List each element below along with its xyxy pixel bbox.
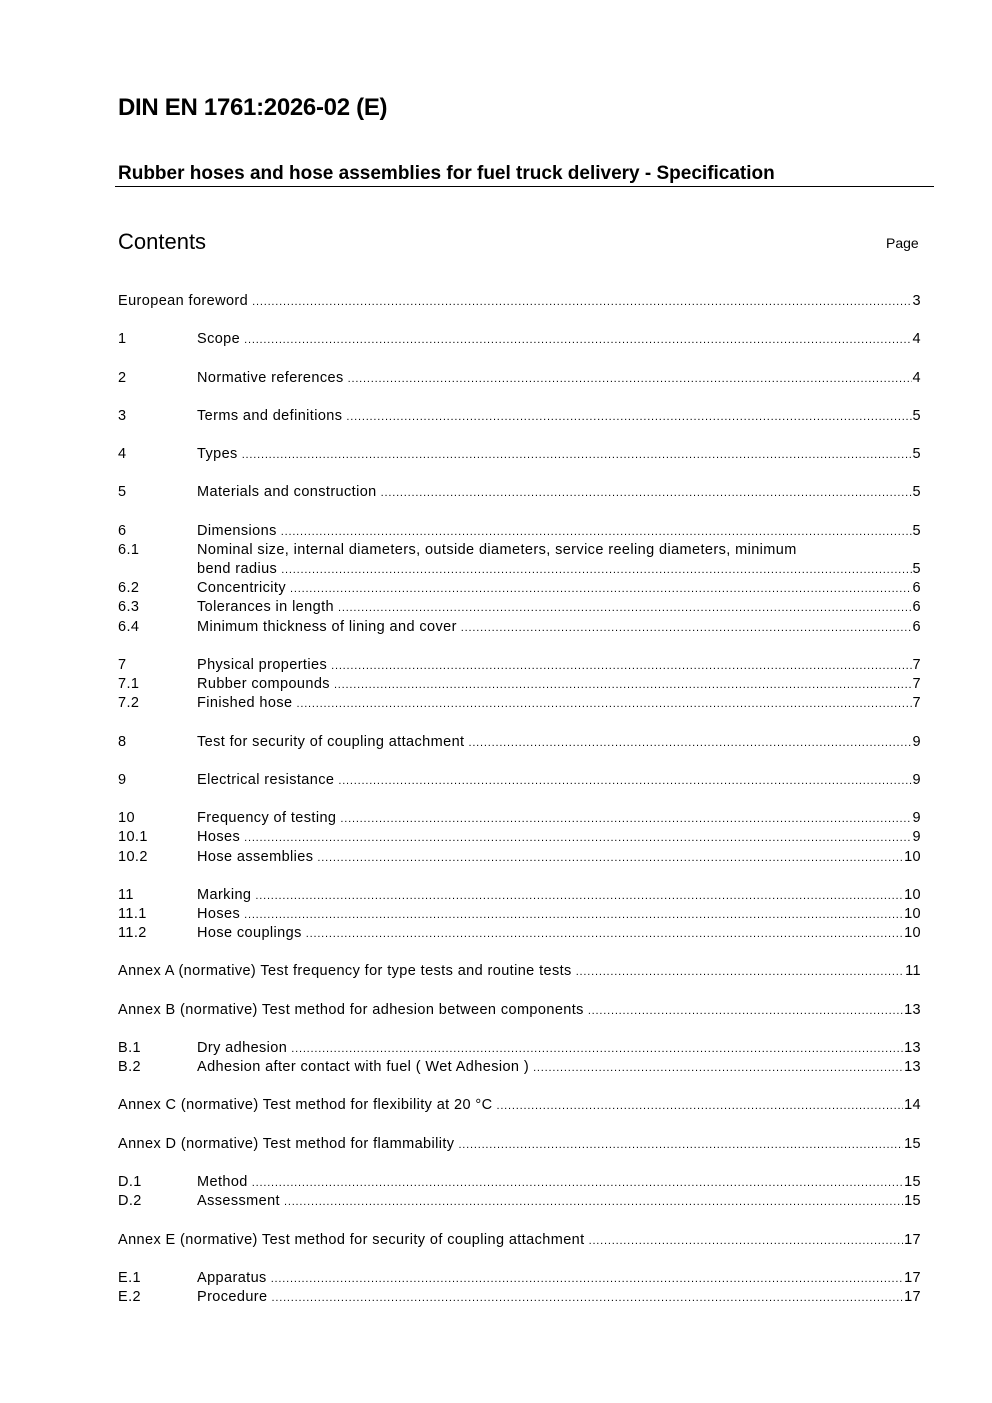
toc-entry-number: 5 — [118, 484, 127, 501]
toc-leader-dots — [334, 676, 912, 695]
toc-leader-dots — [281, 523, 912, 542]
toc-entry-page: 3 — [912, 293, 921, 309]
toc-entry-e-1[interactable] — [118, 1269, 921, 1288]
toc-entry-page: 17 — [904, 1288, 921, 1305]
toc-entry-page: 13 — [904, 1059, 921, 1076]
toc-entry-10-1[interactable] — [118, 828, 921, 847]
toc-entry-foreword[interactable] — [118, 292, 921, 311]
toc-entry-page: 6 — [912, 599, 921, 616]
toc-entry-number: 6.1 — [118, 541, 140, 558]
toc-entry-number: 11 — [118, 886, 134, 903]
toc-leader-dots — [338, 772, 911, 791]
page-column-label: Page — [886, 235, 919, 251]
toc-entry-page: 5 — [912, 522, 921, 539]
toc-entry-number: 11.2 — [118, 925, 147, 942]
toc-entry-text: Dry adhesion — [197, 1040, 288, 1057]
toc-leader-dots — [588, 1002, 903, 1021]
toc-entry-6-3[interactable] — [118, 598, 921, 617]
toc-entry-text: Types — [197, 446, 238, 463]
toc-leader-dots — [281, 561, 911, 579]
toc-entry-5[interactable] — [118, 483, 921, 502]
toc-entry-page: 5 — [912, 484, 921, 501]
toc-leader-dots — [291, 1040, 903, 1059]
toc-entry-page: 5 — [912, 446, 921, 463]
toc-leader-dots — [461, 619, 912, 638]
toc-entry-7-1[interactable] — [118, 675, 921, 694]
toc-leader-dots — [296, 695, 911, 714]
toc-leader-dots — [271, 1270, 903, 1289]
toc-entry-page: 7 — [912, 695, 921, 712]
toc-entry-6[interactable] — [118, 522, 921, 541]
toc-entry-page: 13 — [904, 1040, 921, 1057]
toc-entry-text: Annex A (normative) Test frequency for type tests and routine tests — [118, 963, 572, 980]
toc-entry-number: 10.2 — [118, 848, 148, 865]
toc-entry-number: 9 — [118, 771, 127, 788]
toc-entry-text: Assessment — [197, 1193, 280, 1210]
table-of-contents — [118, 292, 921, 1307]
toc-leader-dots — [244, 829, 911, 848]
toc-leader-dots — [272, 1289, 904, 1308]
toc-entry-b-2[interactable] — [118, 1058, 921, 1077]
toc-entry-text: Hose assemblies — [197, 848, 314, 865]
toc-entry-1[interactable] — [118, 330, 921, 349]
toc-entry-annex-c[interactable] — [118, 1096, 921, 1115]
toc-entry-7[interactable] — [118, 656, 921, 675]
toc-entry-text: Frequency of testing — [197, 810, 337, 827]
toc-entry-text: Method — [197, 1174, 248, 1191]
toc-entry-number: B.1 — [118, 1040, 141, 1057]
toc-leader-dots — [576, 963, 904, 982]
toc-leader-dots — [331, 657, 911, 676]
toc-entry-text-continued: bend radius — [197, 561, 278, 578]
toc-leader-dots — [244, 331, 911, 350]
toc-entry-text: Adhesion after contact with fuel ( Wet Adhesion ) — [197, 1059, 530, 1076]
toc-entry-text: Procedure — [197, 1288, 268, 1305]
toc-entry-8[interactable] — [118, 733, 921, 752]
toc-entry-page: 15 — [904, 1174, 921, 1191]
toc-entry-text: Finished hose — [197, 695, 293, 712]
toc-leader-dots — [252, 1174, 903, 1193]
toc-entry-6-1[interactable] — [118, 541, 921, 579]
toc-entry-6-4[interactable] — [118, 618, 921, 637]
toc-entry-number: D.2 — [118, 1193, 142, 1210]
toc-entry-text: Physical properties — [197, 656, 328, 673]
toc-entry-number: 3 — [118, 407, 127, 424]
toc-entry-number: 7 — [118, 656, 127, 673]
toc-entry-number: 6.3 — [118, 599, 140, 616]
toc-entry-number: D.1 — [118, 1174, 142, 1191]
toc-leader-dots — [252, 293, 911, 312]
toc-entry-text: Nominal size, internal diameters, outside diameters, service reeling diameters, minimum — [197, 541, 797, 558]
toc-entry-page: 9 — [912, 771, 921, 788]
toc-entry-text: Rubber compounds — [197, 676, 330, 693]
toc-entry-page: 9 — [912, 810, 921, 827]
toc-entry-number: 6 — [118, 522, 127, 539]
toc-entry-6-2[interactable] — [118, 579, 921, 598]
toc-entry-number: 2 — [118, 369, 127, 386]
toc-entry-2[interactable] — [118, 369, 921, 388]
toc-entry-text: Test for security of coupling attachment — [197, 733, 465, 750]
toc-entry-page: 15 — [904, 1193, 921, 1210]
toc-entry-text: Dimensions — [197, 522, 277, 539]
toc-leader-dots — [496, 1097, 903, 1116]
contents-heading: Contents — [118, 229, 207, 254]
toc-entry-number: 7.1 — [118, 676, 140, 693]
toc-entry-d-2[interactable] — [118, 1192, 921, 1211]
toc-entry-text: Electrical resistance — [197, 771, 335, 788]
toc-entry-4[interactable] — [118, 445, 921, 464]
toc-leader-dots — [458, 1136, 903, 1155]
toc-leader-dots — [284, 1193, 903, 1212]
toc-entry-text: Normative references — [197, 369, 344, 386]
toc-entry-text: European foreword — [118, 293, 249, 309]
toc-leader-dots — [381, 484, 912, 503]
toc-entry-number: 8 — [118, 733, 127, 750]
toc-entry-page: 9 — [912, 829, 921, 846]
toc-entry-page: 6 — [912, 580, 921, 597]
toc-entry-annex-a[interactable] — [118, 962, 921, 981]
toc-entry-page: 10 — [904, 848, 921, 865]
toc-entry-page: 6 — [912, 618, 921, 635]
toc-entry-page: 7 — [912, 676, 921, 693]
toc-entry-text: Concentricity — [197, 580, 287, 597]
toc-entry-page: 10 — [904, 905, 921, 922]
toc-entry-page: 10 — [904, 925, 921, 942]
toc-entry-7-2[interactable] — [118, 694, 921, 713]
toc-entry-11-1[interactable] — [118, 905, 921, 924]
toc-entry-number: B.2 — [118, 1059, 141, 1076]
title-underline-divider — [115, 186, 934, 187]
toc-entry-11[interactable] — [118, 886, 921, 905]
toc-leader-dots — [255, 887, 903, 906]
toc-entry-d-1[interactable] — [118, 1173, 921, 1192]
toc-entry-10-2[interactable] — [118, 848, 921, 867]
toc-leader-dots — [346, 408, 911, 427]
toc-entry-page: 4 — [912, 331, 921, 348]
toc-entry-number: 1 — [118, 331, 127, 348]
toc-leader-dots — [589, 1232, 903, 1251]
toc-entry-10[interactable] — [118, 809, 921, 828]
toc-entry-page: 5 — [912, 561, 921, 578]
toc-leader-dots — [290, 580, 912, 599]
toc-entry-text: Scope — [197, 331, 241, 348]
toc-entry-page: 17 — [904, 1269, 921, 1286]
toc-entry-annex-b[interactable] — [118, 1001, 921, 1020]
toc-entry-number: 4 — [118, 446, 127, 463]
toc-entry-text: Hoses — [197, 905, 241, 922]
document-title: Rubber hoses and hose assemblies for fuel truck delivery - Specification — [118, 163, 775, 184]
toc-leader-dots — [340, 810, 911, 829]
toc-entry-text: Materials and construction — [197, 484, 377, 501]
toc-entry-page: 17 — [904, 1231, 921, 1248]
toc-entry-text: Tolerances in length — [197, 599, 334, 616]
toc-leader-dots — [306, 925, 903, 944]
toc-entry-page: 9 — [912, 733, 921, 750]
toc-entry-9[interactable] — [118, 771, 921, 790]
toc-entry-number: 6.2 — [118, 580, 140, 597]
toc-entry-text: Annex C (normative) Test method for flexibility at 20 °C — [118, 1097, 493, 1114]
toc-entry-page: 10 — [904, 886, 921, 903]
toc-entry-text: Hose couplings — [197, 925, 302, 942]
toc-leader-dots — [244, 906, 903, 925]
toc-entry-page: 5 — [912, 407, 921, 424]
toc-entry-page: 15 — [904, 1135, 921, 1152]
toc-entry-page: 4 — [912, 369, 921, 386]
toc-entry-3[interactable] — [118, 407, 921, 426]
toc-entry-number: 10 — [118, 810, 135, 827]
toc-entry-text: Apparatus — [197, 1269, 267, 1286]
toc-entry-annex-d[interactable] — [118, 1135, 921, 1154]
toc-entry-page: 13 — [904, 1001, 921, 1018]
toc-entry-text: Annex E (normative) Test method for security of coupling attachment — [118, 1231, 585, 1248]
toc-leader-dots — [533, 1059, 903, 1078]
toc-entry-page: 7 — [912, 656, 921, 673]
toc-leader-dots — [468, 734, 911, 753]
toc-entry-number: E.2 — [118, 1288, 141, 1305]
toc-entry-number: 7.2 — [118, 695, 140, 712]
toc-leader-dots — [317, 849, 903, 868]
toc-entry-text: Terms and definitions — [197, 407, 343, 424]
toc-leader-dots — [242, 446, 912, 465]
toc-entry-b-1[interactable] — [118, 1039, 921, 1058]
toc-entry-11-2[interactable] — [118, 924, 921, 943]
toc-entry-page: 14 — [904, 1097, 921, 1114]
toc-leader-dots — [338, 599, 912, 618]
toc-entry-number: 11.1 — [118, 905, 147, 922]
toc-entry-text: Hoses — [197, 829, 241, 846]
toc-entry-number: 6.4 — [118, 618, 140, 635]
toc-leader-dots — [348, 370, 912, 389]
toc-entry-annex-e[interactable] — [118, 1231, 921, 1250]
document-id: DIN EN 1761:2026-02 (E) — [118, 94, 388, 121]
toc-entry-text: Annex B (normative) Test method for adhesion between components — [118, 1001, 584, 1018]
toc-entry-text: Annex D (normative) Test method for flammability — [118, 1135, 455, 1152]
toc-entry-text: Marking — [197, 886, 252, 903]
toc-entry-text: Minimum thickness of lining and cover — [197, 618, 457, 635]
toc-entry-number: E.1 — [118, 1269, 141, 1286]
toc-entry-e-2[interactable] — [118, 1288, 921, 1307]
toc-entry-number: 10.1 — [118, 829, 148, 846]
toc-entry-page: 11 — [905, 963, 921, 980]
